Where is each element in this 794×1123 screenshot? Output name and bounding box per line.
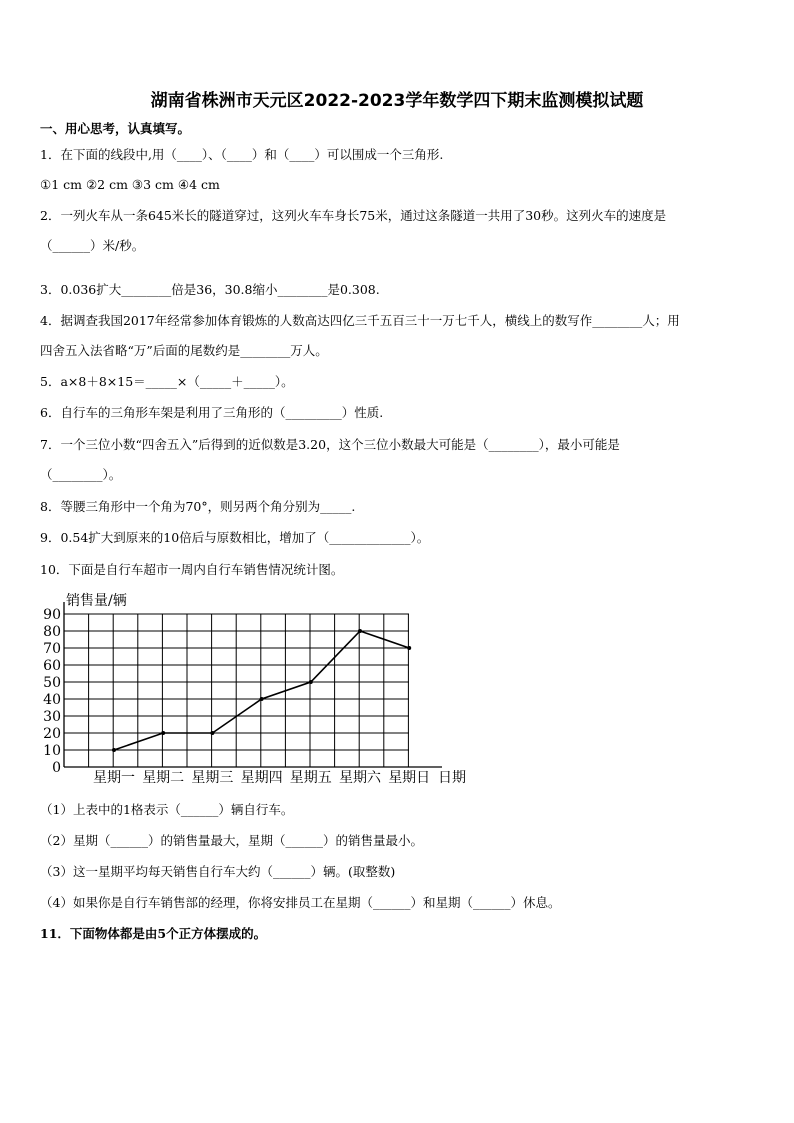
series-line [114, 631, 409, 750]
data-point [309, 680, 313, 684]
x-tick-label: 星期六 [339, 770, 381, 786]
y-tick-label: 30 [43, 709, 61, 725]
x-tick-label: 星期一 [93, 770, 135, 786]
sales-line-chart [36, 590, 476, 790]
question-1: 1．在下面的线段中,用（____）、（____）和（____）可以围成一个三角形. [40, 147, 444, 162]
y-tick-label: 60 [43, 658, 61, 674]
x-tick-label: 星期三 [191, 770, 234, 786]
question-5: 5．a×8＋8×15＝_____×（_____＋_____）。 [40, 374, 294, 389]
question-2-line-1: 2．一列火车从一条645米长的隧道穿过，这列火车车身长75米，通过这条隧道一共用了30秒。这列火车的速度是 [40, 208, 667, 223]
y-tick-label: 90 [43, 607, 61, 623]
question-6: 6．自行车的三角形车架是利用了三角形的（_________）性质. [40, 405, 384, 420]
x-tick-label: 星期日 [388, 770, 431, 786]
y-tick-label: 70 [43, 641, 61, 657]
data-point [358, 629, 362, 633]
question-3: 3．0.036扩大________倍是36，30.8缩小________是0.308. [40, 282, 380, 297]
y-axis-label: 销售量/辆 [66, 593, 127, 609]
question-10-part-3: （3）这一星期平均每天销售自行车大约（______）辆。(取整数) [40, 864, 396, 879]
question-8: 8．等腰三角形中一个角为70°，则另两个角分别为_____. [40, 499, 356, 514]
question-2-line-2: （______）米/秒。 [40, 238, 145, 253]
data-point [407, 646, 411, 650]
y-tick-label: 50 [43, 675, 61, 691]
page-title: 湖南省株洲市天元区2022-2023学年数学四下期末监测模拟试题 [150, 91, 644, 111]
question-11: 11．下面物体都是由5个正方体摆成的。 [40, 926, 267, 941]
question-7-line-2: （________）。 [40, 467, 122, 482]
y-tick-label: 80 [43, 624, 61, 640]
y-tick-label: 0 [52, 760, 61, 776]
x-tick-label: 星期二 [142, 770, 185, 786]
x-tick-label: 星期五 [289, 770, 332, 786]
y-tick-label: 10 [43, 743, 61, 759]
data-point [260, 697, 264, 701]
x-axis-label: 日期 [438, 770, 466, 786]
question-7-line-1: 7．一个三位小数“四舍五入”后得到的近似数是3.20，这个三位小数最大可能是（________），最小可能是 [40, 437, 620, 452]
data-point [210, 731, 214, 735]
data-point [161, 731, 165, 735]
data-point [112, 748, 116, 752]
question-10-part-2: （2）星期（______）的销售量最大，星期（______）的销售量最小。 [40, 833, 423, 848]
y-tick-label: 20 [43, 726, 61, 742]
question-4-line-2: 四舍五入法省略“万”后面的尾数约是________万人。 [40, 343, 328, 358]
question-9: 9．0.54扩大到原来的10倍后与原数相比，增加了（_____________）。 [40, 530, 430, 545]
question-1-options: ①1 cm ②2 cm ③3 cm ④4 cm [40, 177, 220, 192]
question-10-part-1: （1）上表中的1格表示（______）辆自行车。 [40, 802, 294, 817]
question-4-line-1: 4．据调查我国2017年经常参加体育锻炼的人数高达四亿三千五百三十一万七千人，横线上的数写作________人；用 [40, 313, 680, 328]
section-heading: 一、用心思考，认真填写。 [40, 121, 191, 136]
question-10-part-4: （4）如果你是自行车销售部的经理，你将安排员工在星期（______）和星期（______）休息。 [40, 895, 561, 910]
question-10: 10．下面是自行车超市一周内自行车销售情况统计图。 [40, 562, 344, 577]
y-tick-label: 40 [43, 692, 61, 708]
x-tick-label: 星期四 [240, 770, 283, 786]
